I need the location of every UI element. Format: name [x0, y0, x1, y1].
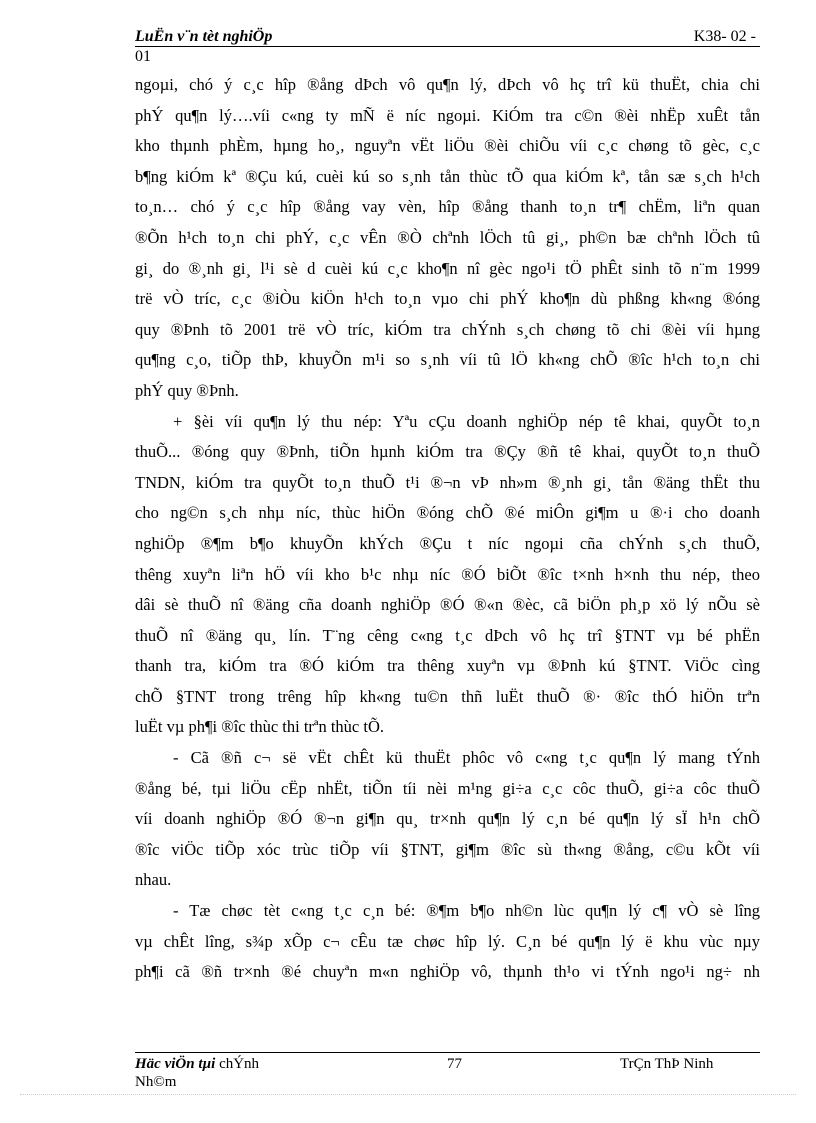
- text-line: ®îc viÖc tiÕp xóc trùc tiÕp víi §TNT, gi¶m ®îc sù th«ng ®ång, c©u kÕt víi: [135, 839, 760, 859]
- page-edge: [20, 1094, 796, 1095]
- text-line: víi doanh nghiÖp ®Ó ®¬n gi¶n qu¸ tr×nh qu¶n lý c¸n bé qu¶n lý sÏ h¹n chÕ: [135, 809, 760, 829]
- text-line: ngoµi, chó ý c¸c hîp ®ång dÞch vô qu¶n lý, dÞch vô hç trî kü thuËt, chia chi: [135, 75, 760, 94]
- text-line: luËt vµ ph¶i ®îc thùc thi trªn thùc tÕ.: [135, 717, 384, 737]
- text-line: thêng xuyªn liªn hÖ víi kho b¹c nhµ níc ®Ó biÕt ®îc t×nh h×nh thu nép, theo: [135, 564, 760, 584]
- text-line: + §èi víi qu¶n lý thu nép: Yªu cÇu doanh nghiÖp nép tê khai, quyÕt to¸n: [173, 411, 760, 431]
- text-line: chÕ §TNT trong trêng hîp kh«ng tu©n thñ luËt thuÕ ®· ®îc thÓ hiÖn trªn: [135, 686, 760, 706]
- footer-divider: [135, 1052, 760, 1053]
- text-line: phÝ quy ®Þnh.: [135, 380, 239, 400]
- header-class-code-continued: 01: [135, 48, 151, 65]
- text-line: - Tæ chøc tèt c«ng t¸c c¸n bé: ®¶m b¶o nh©n lùc qu¶n lý c¶ vÒ sè lîng: [173, 901, 760, 921]
- footer-author: TrÇn ThÞ Ninh: [620, 1056, 714, 1072]
- footer-institution-rest: chÝnh: [215, 1056, 260, 1072]
- text-line: gi¸ do ®¸nh gi¸ l¹i sè d cuèi kú c¸c kho¶n nî gèc ngo¹i tÖ phÊt sinh tõ n¨m 1999: [135, 258, 760, 278]
- text-line: trë vÒ tríc, c¸c ®iÒu kiÖn h¹ch to¸n vµo chi phÝ kho¶n dù phßng kh«ng ®óng: [135, 289, 760, 309]
- text-line: b¶ng kiÓm kª ®Çu kú, cuèi kú so s¸nh tån thùc tÕ qua kiÓm kª, tån sæ s¸ch h¹ch: [135, 166, 760, 186]
- footer-institution: [135, 1056, 259, 1073]
- text-line: thuÕ nî ®äng qu¸ lín. T¨ng cêng c«ng t¸c dÞch vô hç trî §TNT vµ bé phËn: [135, 625, 760, 645]
- text-line: qu¶ng c¸o, tiÕp thÞ, khuyÕn m¹i so s¸nh víi tû lÖ kh«ng chÕ ®îc h¹ch to¸n chi: [135, 350, 760, 370]
- text-line: TNDN, kiÓm tra quyÕt to¸n thuÕ t¹i ®¬n vÞ nh»m ®¸nh gi¸ tån ®äng thËt thu: [135, 472, 760, 492]
- text-line: ®ång bé, tµi liÖu cËp nhËt, tiÕn tíi nèi m¹ng gi÷a c¸c côc thuÕ, gi÷a côc thuÕ: [135, 778, 760, 798]
- page-number: 77: [447, 1056, 462, 1072]
- text-line: to¸n… chó ý c¸c hîp ®ång vay vèn, hîp ®ång thanh to¸n tr¶ chËm, liªn quan: [135, 197, 760, 217]
- document-body: [135, 70, 760, 988]
- text-line: ph¶i cã ®ñ tr×nh ®é chuyªn m«n nghiÖp vô, thµnh th¹o vi tÝnh ngo¹i ng÷ nh: [135, 962, 760, 982]
- text-line: vµ chÊt lîng, s¾p xÕp c¬ cÊu tæ chøc hîp lý. C¸n bé qu¶n lý ë khu vùc nµy: [135, 931, 760, 951]
- text-line: quy ®Þnh tõ 2001 trë vÒ tríc, kiÓm tra chÝnh s¸ch chøng tõ chi ®èi víi hµng: [135, 319, 760, 339]
- text-line: nhau.: [135, 870, 172, 890]
- text-line: kho thµnh phÈm, hµng ho¸, nguyªn vËt liÖu ®èi chiÕu víi c¸c chøng tõ gèc, c¸c: [135, 136, 760, 156]
- text-line: thanh tra, kiÓm tra ®Ó kiÓm tra thêng xuyªn vµ ®Þnh kú §TNT. ViÖc cìng: [135, 656, 760, 676]
- header-class-code: K38- 02 -: [693, 28, 756, 45]
- header-divider: [135, 46, 760, 47]
- text-line: cho ng©n s¸ch nhµ níc, thùc hiÖn ®óng chÕ ®é miÔn gi¶m u ®·i cho doanh: [135, 503, 760, 523]
- text-line: dâi sè thuÕ nî ®äng cña doanh nghiÖp ®Ó ®«n ®èc, cã biÖn ph¸p xö lý nÕu sè: [135, 595, 760, 615]
- header-thesis-title: LuËn v¨n tèt nghiÖp: [135, 28, 273, 45]
- footer-institution-italic: Häc viÖn tµi: [135, 1056, 216, 1072]
- footer-institution-continued: Nh©m: [135, 1074, 177, 1090]
- text-line: - Cã ®ñ c¬ së vËt chÊt kü thuËt phôc vô c«ng t¸c qu¶n lý mang tÝnh: [173, 748, 760, 768]
- text-line: ®Õn h¹ch to¸n chi phÝ, c¸c vÊn ®Ò chªnh lÖch tû gi¸, ph©n bæ chªnh lÖch tû: [135, 227, 760, 247]
- text-line: nghiÖp ®¶m b¶o khuyÕn khÝch ®Çu t níc ngoµi cña chÝnh s¸ch thuÕ,: [135, 533, 760, 553]
- text-line: phÝ qu¶n lý….víi c«ng ty mÑ ë níc ngoµi. KiÓm tra c©n ®èi nhËp xuÊt tån: [135, 105, 760, 125]
- text-line: thuÕ... ®óng quy ®Þnh, tiÕn hµnh kiÓm tra ®Çy ®ñ tê khai, quyÕt to¸n thuÕ: [135, 442, 760, 462]
